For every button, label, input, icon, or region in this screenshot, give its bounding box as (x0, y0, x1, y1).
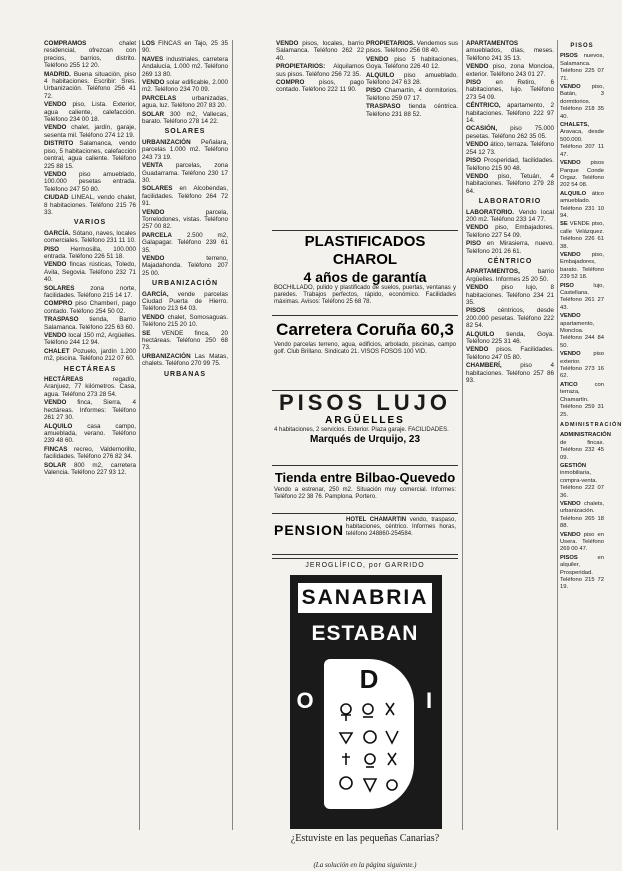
column-1-list-a (44, 40, 136, 216)
ad-hotel (272, 513, 458, 555)
classified-ad: VENDO pisos. Facilidades. Teléfono 247 05 80. (466, 346, 554, 361)
classified-ad: TRASPASO tienda céntrica. Teléfono 231 88 52. (366, 103, 458, 118)
classified-ad: FINCAS recreo, Valdemorillo, facilidades. Teléfono 276 82 34. (44, 445, 136, 461)
classified-ad: PISO lujo, Castellana. Teléfono 261 27 43. (560, 282, 604, 311)
classified-ad: PISO en Mirasierra, nuevo. Teléfono 201 26 61. (466, 240, 554, 255)
classified-ad: VENDO chalets, urbanización. Teléfono 265 18 88. (560, 500, 604, 530)
column-4-list-a (366, 40, 458, 118)
classified-ad: CHAMBERÍ, piso 4 habitaciones. Teléfono 257 86 93. (466, 362, 554, 385)
ad-hotel-label: PENSION (274, 522, 345, 538)
section-heading: CÉNTRICO (487, 257, 533, 265)
puzzle-letter-d: D (359, 664, 379, 694)
classified-ad: GESTIÓN inmobiliaria, compra-venta. Teléfono 222 07 36. (560, 462, 604, 499)
classified-ad: VENDO pisos, locales, barrio Salamanca. Teléfono 262 22 40. (276, 40, 364, 62)
classified-ad: APARTAMENTOS, barrio Argüelles. Informes 25 20 50. (466, 268, 554, 283)
classified-ad: COMPRAMOS chalet residencial, ofrezcan con precios, barrios, distrito. Teléfono 255 12 20. (44, 40, 136, 70)
ad-plastificados-title: PLASTIFICADOS CHAROL (304, 233, 426, 268)
classified-ad: ALQUILO ático amueblado. Teléfono 231 10 94. (560, 190, 604, 219)
classified-ad: DISTRITO Salamanca, vendo piso, 5 habitaciones, calefacción central, agua caliente. Teléfono 225 88 15. (44, 140, 136, 170)
classified-ad: VENDO piso 5 habitaciones, Goya. Teléfono 226 40 12. (366, 55, 458, 71)
column-2-list-a (142, 40, 228, 125)
section-heading: VARIOS (73, 219, 107, 227)
section-heading: URBANIZACIÓN (151, 280, 219, 288)
classified-ad: CHALETS, Aravaca, desde 500.000. Teléfono 207 11 47. (560, 122, 604, 158)
column-1-list-b (44, 230, 136, 363)
classified-column-2 (142, 40, 228, 830)
classified-ad: VENDO piso, Embajadores, barato. Teléfono 239 52 18. (560, 251, 604, 281)
newspaper-page (44, 40, 622, 869)
classified-ad: GARCÍA, vende parcelas Ciudad Puerta de Hierro. Teléfono 213 64 03. (142, 290, 228, 313)
section-heading: URBANAS (164, 370, 206, 378)
column-4-list-b (466, 40, 554, 195)
classified-ad: OCASIÓN, piso 75.000 pesetas. Teléfono 262 35 05. (466, 125, 554, 140)
classified-ad: SOLARES en Alcobendas, facilidades. Teléfono 264 72 91. (142, 185, 228, 208)
section-heading: HECTÁREAS (63, 365, 117, 373)
puzzle-title: JEROGLÍFICO, por GARRIDO (305, 562, 425, 569)
classified-ad: VENDO local 150 m2, Argüelles. Teléfono 244 12 94. (44, 332, 136, 347)
classified-ad: URBANIZACIÓN Peñalara, parcelas 1.000 m2. Teléfono 243 73 19. (142, 138, 228, 161)
classified-ad: COMPRO piso Chamberí, pago contado. Teléfono 254 50 02. (44, 300, 136, 315)
classified-column-right-a (466, 40, 554, 830)
classified-ad: VENDO piso amueblado, 100.000 pesetas entrada. Teléfono 247 50 80. (44, 170, 136, 193)
ad-tienda-title: Tienda entre Bilbao-Quevedo (274, 470, 456, 485)
classified-ad: APARTAMENTOS amueblados, días, meses. Teléfono 241 35 13. (466, 40, 554, 62)
classified-ad: PARCELA 2.500 m2, Galapagar. Teléfono 239 61 35. (142, 231, 228, 254)
classified-ad: ADMINISTRACIÓN de fincas. Teléfono 232 45 09. (560, 432, 611, 461)
classified-ad: PISOS céntricos, desde 200.000 pesetas. Teléfono 222 82 54. (466, 307, 554, 330)
ad-pisos-title: PISOS LUJO (278, 390, 452, 415)
classified-ad: VENDO piso en Usera. Teléfono 269 00 47. (560, 531, 604, 553)
classified-ad: VENDO piso lujo, 8 habitaciones. Teléfono 234 21 35. (466, 284, 554, 306)
column-rule (557, 40, 558, 830)
ad-tienda-body: Vendo a estrenar, 250 m2. Situación muy comercial. Informes: Teléfono 22 38 76. Pamplona. Portero. (274, 487, 456, 500)
classified-ad: VENDO apartamento, Moncloa. Teléfono 244 84 50. (560, 313, 604, 349)
column-6-list-c (560, 432, 611, 592)
classified-ad: LOS FINCAS en Tajo, 25 35 90. (142, 40, 228, 55)
classified-ad: SE VENDE finca, 20 hectáreas. Teléfono 250 68 73. (142, 329, 228, 352)
classified-column-1 (44, 40, 136, 830)
ad-carretera-body: Vendo parcelas terreno, agua, edificios, arbolado, piscinas, campo golf. Club Brillano. Sindicato 21. VISOS FOSOS 100 VID. (274, 342, 456, 355)
column-rule (462, 40, 463, 830)
ad-pisos-body: 4 habitaciones, 2 servicios. Exterior. Plaza garaje. FACILIDADES. (274, 427, 449, 433)
column-6-list-a (560, 53, 604, 251)
classified-ad: VENDO piso, zona Moncloa, exterior. Teléfono 243 01 27. (466, 63, 554, 78)
classified-ad: ALQUILO piso amueblado. Teléfono 247 63 28. (366, 71, 458, 87)
classified-ad: PISO en Retiro, 6 habitaciones, lujo. Teléfono 273 54 09. (466, 79, 554, 101)
classified-ad: VENDO piso, Tetuán, 4 habitaciones. Teléfono 279 28 64. (466, 172, 554, 195)
ad-pisos-subtitle: ARGÜELLES (325, 415, 405, 426)
ad-pisos-address: Marqués de Urquijo, 23 (309, 434, 421, 445)
puzzle-letter-i: I (425, 688, 433, 713)
classified-ad: PROPIETARIOS. Vendemos sus pisos. Teléfono 256 08 40. (366, 40, 458, 55)
ad-carretera-title: Carretera Coruña 60,3 (276, 320, 454, 339)
classified-ad: ATICO con terraza, Chamartín. Teléfono 259 31 25. (560, 381, 604, 418)
classified-ad: ALQUILO tienda, Goya. Teléfono 225 31 46. (466, 330, 554, 346)
classified-ad: ALQUILO casa campo, amueblada, verano. Teléfono 239 48 60. (44, 422, 136, 445)
classified-ad: CHALET Pozuelo, jardín 1.200 m2, piscina. Teléfono 212 07 60. (44, 347, 136, 363)
column-4-list-c (466, 209, 554, 255)
classified-ad: VENDO piso, Embajadores. Teléfono 227 54 09. (466, 224, 554, 239)
column-2-list-b (142, 139, 228, 277)
column-6-list-b (560, 252, 604, 419)
classified-ad: CÉNTRICO, apartamento, 2 habitaciones. Teléfono 222 97 14. (466, 102, 554, 125)
column-1-list-c (44, 376, 136, 476)
classified-ad: VENDO terreno, Majadahonda. Teléfono 207 25 00. (142, 254, 228, 277)
puzzle-question: ¿Estuviste en las pequeñas Canarias? (290, 833, 440, 844)
classified-ad: VENDO fincas rústicas, Toledo, Avila, Segovia. Teléfono 232 71 40. (44, 261, 136, 284)
puzzle-box (272, 558, 458, 869)
classified-ad: SOLARES zona norte, facilidades. Teléfono 215 14 17. (44, 284, 136, 299)
classified-ad: URBANIZACIÓN Las Matas, chalets. Teléfono 270 99 75. (142, 352, 228, 368)
ad-plastificados (272, 230, 458, 313)
column-2-list-c (142, 291, 228, 368)
classified-ad: SOLAR 800 m2, carretera Valencia. Teléfono 227 93 12. (44, 461, 136, 476)
classified-ad: LABORATORIO. Vendo local 200 m2. Teléfono 233 14 77. (466, 208, 554, 223)
ad-hotel-text (346, 517, 456, 538)
classified-ad: VENDO ático, terraza. Teléfono 254 12 73. (466, 141, 554, 156)
classified-ad: SOLAR 300 m2, Vallecas, barato. Teléfono 278 14 22. (142, 110, 228, 126)
classified-ad: HECTÁREAS regadío, Aranjuez, 77 kilómetros. Casa, agua. Teléfono 273 28 54. (44, 376, 136, 398)
ad-tienda (272, 465, 458, 512)
ad-plastificados-subtitle: 4 años de garantía (303, 269, 427, 285)
classified-column-4 (366, 40, 458, 230)
classified-ad: VENDO piso, Batán, 3 dormitorios. Teléfono 218 35 40. (560, 84, 604, 120)
section-heading: ADMINISTRACIÓN (560, 421, 622, 428)
classified-ad: VENDO finca, Sierra, 4 hectáreas. Informes: Teléfono 261 27 30. (44, 399, 136, 422)
puzzle-letter-o: O (296, 688, 314, 713)
classified-ad: MADRID. Buena situación, piso 4 habitaciones. Escribir: Sres. Urbanización. Teléfono 256 41 72. (44, 70, 136, 100)
puzzle-symbols-icon (330, 699, 410, 799)
classified-ad: SE VENDE piso, calle Velázquez. Teléfono 226 61 38. (560, 221, 604, 250)
classified-column-right-b (560, 40, 622, 830)
section-heading: PISOS (570, 43, 594, 49)
column-rule (139, 40, 140, 830)
classified-ad: PISOS en alquiler, Prosperidad. Teléfono 215 72 19. (560, 554, 604, 591)
ad-hotel-name: HOTEL CHAMARTIN (346, 517, 407, 523)
classified-ad: PISO Chamartín, 4 dormitorios. Teléfono 259 07 17. (366, 87, 458, 102)
ad-hotel-body: vendo, traspaso, habitaciones, céntrico. Informes horas, teléfono 248860-254584. (346, 517, 457, 537)
classified-ad: CIUDAD LINEAL, vendo chalet, 8 habitaciones. Teléfono 215 76 33. (44, 194, 136, 216)
puzzle-answer-note: (La solución en la página siguiente.) (313, 861, 417, 869)
classified-ad: PISO Hermosilla, 100.000 entrada. Teléfono 226 51 18. (44, 245, 136, 260)
classified-ad: VENDO chalet, Somosaguas. Teléfono 215 20 10. (142, 313, 228, 329)
classified-ad: VENDO piso exterior. Teléfono 273 16 62. (560, 351, 604, 380)
classified-ad: VENTA parcelas, zona Guadarrama. Teléfono 230 17 30. (142, 162, 228, 184)
classified-ad: VENDO solar edificable, 2.000 m2. Teléfono 234 70 09. (142, 79, 228, 94)
classified-ad: VENDO parcela, Torrelodones, vistas. Teléfono 257 00 82. (142, 208, 228, 231)
classified-ad: PISOS nuevos, Salamanca. Teléfono 225 07 71. (560, 53, 604, 82)
classified-ad: VENDO pisos Parque Conde Orgaz. Teléfono 202 54 08. (560, 160, 604, 189)
column-rule (232, 40, 233, 830)
section-heading: SOLARES (164, 128, 206, 136)
classified-ad: NAVES industriales, carretera Andalucía, 1.000 m2. Teléfono 269 13 80. (142, 55, 228, 78)
column-5-list (466, 268, 554, 384)
classified-ad: GARCÍA. Sótano, naves, locales comerciales. Teléfono 231 11 10. (44, 229, 136, 245)
classified-ad: PISO Prosperidad, facilidades. Teléfono 215 90 48. (466, 157, 554, 172)
puzzle-word-sanabria: SANABRIA (298, 583, 432, 613)
classified-column-3 (276, 40, 364, 230)
section-heading: LABORATORIO (478, 198, 542, 206)
ad-plastificados-body: BOCHILLADO, pulido y plastificado de suelos, puertas, ventanas y paredes. Trabajos perfectos, rápido, económico. Facilidades máximas. Avisos: Teléfono 25 68 78. (274, 285, 456, 305)
ad-pisos (272, 390, 458, 463)
classified-ad: VENDO chalet, jardín, garaje, sesenta mil. Teléfono 274 12 19. (44, 124, 136, 139)
classified-ad: PARCELAS urbanizadas, agua, luz. Teléfono 207 83 20. (142, 94, 228, 110)
classified-ad: COMPRO pisos, pago contado. Teléfono 222 11 90. (276, 79, 364, 94)
classified-ad: VENDO piso, Lista. Exterior, agua caliente, calefacción. Teléfono 234 00 18. (44, 101, 136, 124)
ad-carretera (272, 315, 458, 388)
classified-ad: PROPIETARIOS: Alquilamos sus pisos. Teléfono 256 72 35. (276, 63, 364, 78)
classified-ad: TRASPASO tienda, Barrio Salamanca. Teléfono 225 63 60. (44, 316, 136, 331)
puzzle-word-estaban: ESTABAN (311, 622, 419, 645)
column-3-list (276, 40, 364, 94)
